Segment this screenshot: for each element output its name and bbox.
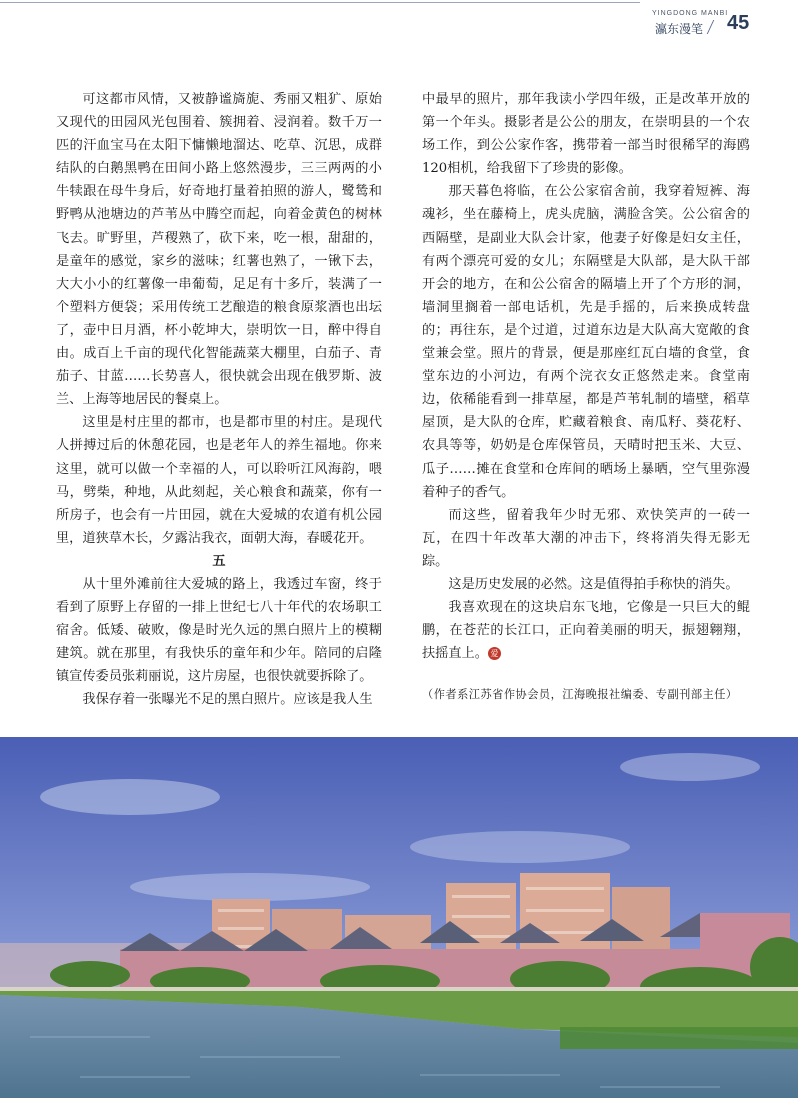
author-note: （作者系江苏省作协会员，江海晚报社编委、专副刊部主任） — [422, 688, 738, 702]
paragraph: 这里是村庄里的都市，也是都市里的村庄。是现代人拼搏过后的休憩花园，也是老年人的养生福地。你来这里，就可以做一个幸福的人，可以聆听江风海韵，喂马，劈柴，种地，从此刻起，关心粮食和蔬菜，你有一所房子，也会有一片田园，就在大爱城的农道有机公园里，道狭草木长，夕露沾我衣，面朝大海，春暖花开。 — [56, 415, 382, 546]
paragraph — [422, 596, 750, 665]
paragraph: 这是历史发展的必然。这是值得拍手称快的消失。 — [448, 576, 739, 592]
paragraph: 可这都市风情，又被静谧旖旎、秀丽又粗犷、原始又现代的田园风光包围着、簇拥着、浸润着。数千万一匹的汗血宝马在太阳下慵懒地溜达、吃草、沉思，成群结队的白鹅黑鸭在田间小路上悠然漫步，三三两两的小牛犊跟在母牛身后，好奇地打量着拍照的游人，鹭鸶和野鸭从池塘边的芦苇丛中腾空而起，向着金黄色的树林飞去。旷野里，芦稷熟了，砍下来，吃一根，甜甜的，是童年的感觉，家乡的滋味；红薯也熟了，一锹下去，大大小小的红薯像一串葡萄，足足有十多斤，装满了一个塑料方便袋；采用传统工艺酿造的粮食原浆酒也出坛了，壶中日月酒，杯小乾坤大，崇明饮一日，醉中得自由。成百上千亩的现代化智能蔬菜大棚里，白茄子、青茄子、甘蓝……长势喜人，很快就会出现在俄罗斯、波兰、上海等地居民的餐桌上。 — [56, 92, 382, 408]
page-number: 45 — [727, 12, 750, 34]
column-title: 瀛东漫笔 — [655, 22, 704, 36]
section-heading: 五 — [212, 553, 226, 569]
header-rule — [0, 2, 640, 3]
paragraph: 那天暮色将临，在公公家宿舍前，我穿着短裤、海魂衫，坐在藤椅上，虎头虎脑，满脸含笑。公公宿舍的西隔壁，是副业大队会计家，他妻子好像是妇女主任，有两个漂亮可爱的女儿；东隔壁是大队部，是大队干部开会的地方，在和公公宿舍的隔墙上开了个方形的洞，墙洞里搁着一部电话机，先是手摇的，后来换成转盘的；再往东，是个过道，过道东边是大队高大宽敞的食堂兼会堂。照片的背景，便是那座红瓦白墙的食堂，食堂东边的小河边，有两个浣衣女正悠然走来。食堂南边，依稀能看到一排草屋，都是芦苇轧制的墙壁，稻草屋顶，是大队的仓库，贮藏着粮食、南瓜籽、葵花籽、农具等等，奶奶是仓库保管员，天晴时把玉米、大豆、瓜子……摊在食堂和仓库间的晒场上暴晒，空气里弥漫着种子的香气。 — [422, 184, 750, 500]
article-right-column — [422, 88, 750, 705]
riverside-town-photo — [0, 737, 798, 1098]
paragraph-continued: 中最早的照片，那年我读小学四年级，正是改革开放的第一个年头。摄影者是公公的朋友，在崇明县的一个农场工作，到公公家作客，携带着一部当时很稀罕的海鸥120相机，给我留下了珍贵的影像。 — [422, 92, 750, 177]
paragraph: 从十里外滩前往大爱城的路上，我透过车窗，终于看到了原野上存留的一排上世纪七八十年代的农场职工宿舍。低矮、破败，像是时光久远的黑白照片上的模糊建筑。就在那里，有我快乐的童年和少年。陪同的启隆镇宣传委员张莉丽说，这片房屋，也很快就要拆除了。 — [56, 576, 382, 685]
end-mark-icon: 爱 — [488, 647, 501, 660]
paragraph: 我保存着一张曝光不足的黑白照片。应该是我人生 — [82, 692, 373, 708]
paragraph: 而这些，留着我年少时无邪、欢快笑声的一砖一瓦，在四十年改革大潮的冲击下，终将消失得无影无踪。 — [422, 507, 750, 569]
header-pinyin: YINGDONG MANBI — [652, 10, 729, 17]
paragraph-text: 我喜欢现在的这块启东飞地，它像是一只巨大的鲲鹏，在苍茫的长江口，正向着美丽的明天，振翅翱翔，扶摇直上。 — [422, 600, 750, 662]
header-slash-decoration — [707, 20, 725, 34]
article-left-column — [56, 88, 382, 712]
